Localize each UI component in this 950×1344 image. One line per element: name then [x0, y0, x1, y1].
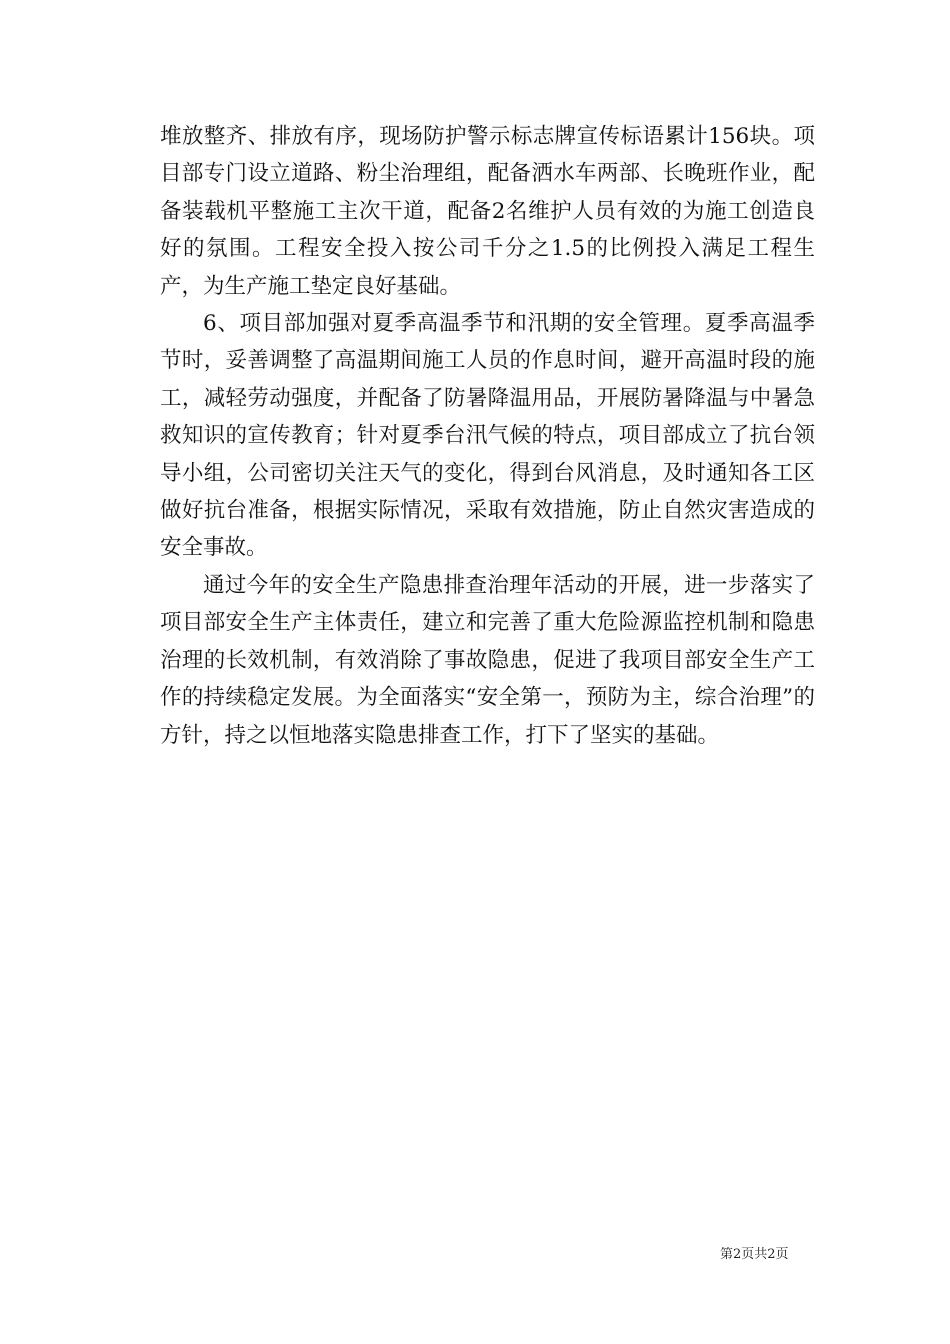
paragraph-continuation: 堆放整齐、排放有序，现场防护警示标志牌宣传标语累计156块。项目部专门设立道路、粉尘治理组，配备洒水车两部、长晚班作业，配备装载机平整施工主次干道，配备2名维护人员有效的为施工创造良好的氛围。工程安全投入按公司千分之1.5的比例投入满足工程生产，为生产施工垫定良好基础。 — [160, 124, 815, 299]
page-number-footer: 第2页共2页 — [720, 1247, 789, 1262]
paragraph-item-6: 6、项目部加强对夏季高温季节和汛期的安全管理。夏季高温季节时，妥善调整了高温期间施工人员的作息时间，避开高温时段的施工，减轻劳动强度，并配备了防暑降温用品，开展防暑降温与中暑急救知识的宣传教育；针对夏季台汛气候的特点，项目部成立了抗台领导小组，公司密切关注天气的变化，得到台风消息，及时通知各工区做好抗台准备，根据实际情况，采取有效措施，防止自然灾害造成的安全事故。 — [160, 311, 815, 561]
paragraph-conclusion: 通过今年的安全生产隐患排查治理年活动的开展，进一步落实了项目部安全生产主体责任，建立和完善了重大危险源监控机制和隐患治理的长效机制，有效消除了事故隐患，促进了我项目部安全生产工作的持续稳定发展。为全面落实“安全第一，预防为主，综合治理”的方针，持之以恒地落实隐患排查工作，打下了坚实的基础。 — [160, 572, 815, 748]
document-body — [160, 118, 815, 754]
